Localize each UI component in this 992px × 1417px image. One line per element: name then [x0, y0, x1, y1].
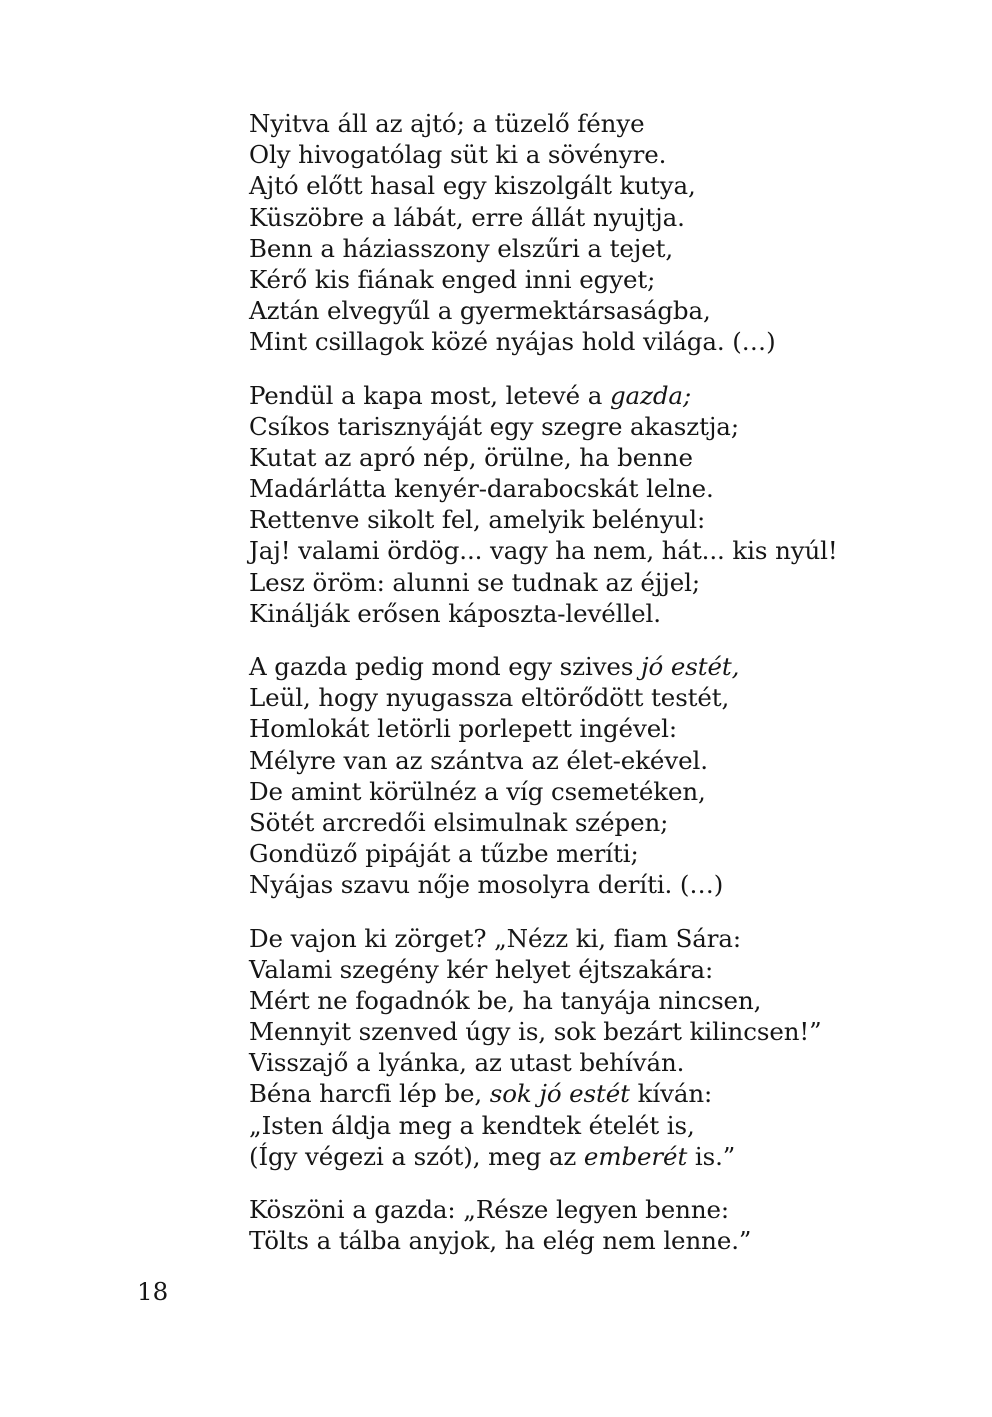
- poem-line: [249, 1078, 949, 1109]
- line-text: Kutat az apró nép, örülne, ha benne: [249, 442, 693, 472]
- line-text: Mint csillagok közé nyájas hold világa. (…): [249, 327, 776, 357]
- poem-line: [249, 713, 949, 744]
- line-text: Gondüző pipáját a tűzbe meríti;: [249, 839, 639, 869]
- line-text: Visszajő a lyánka, az utast behíván.: [249, 1048, 685, 1078]
- line-text: (Így végezi a szót), meg az: [249, 1141, 584, 1171]
- poem-line: [249, 869, 949, 900]
- poem-line: [249, 954, 949, 985]
- line-text: Leül, hogy nyugassza eltörődött testét,: [249, 683, 730, 713]
- line-text: Béna harcfi lép be,: [249, 1079, 490, 1109]
- line-text: Ajtó előtt hasal egy kiszolgált kutya,: [249, 171, 696, 201]
- poem-line: [249, 776, 949, 807]
- italic-text: sok jó estét: [489, 1079, 630, 1109]
- line-text: Küszöbre a lábát, erre állát nyujtja.: [249, 202, 685, 232]
- poem-line: [249, 598, 949, 629]
- line-text: Nyitva áll az ajtó; a tüzelő fénye: [249, 109, 645, 138]
- line-text: is.”: [687, 1141, 736, 1171]
- poem-line: [249, 1225, 949, 1256]
- line-text: Valami szegény kér helyet éjtszakára:: [249, 954, 714, 984]
- line-text: Madárlátta kenyér-darabocskát lelne.: [249, 474, 714, 504]
- poem-line: [249, 567, 949, 598]
- line-text: Pendül a kapa most, letevé a: [249, 380, 610, 410]
- line-text: Nyájas szavu nője mosolyra deríti. (…): [249, 870, 724, 900]
- poem-line: [249, 170, 949, 201]
- poem-line: [249, 682, 949, 713]
- line-text: Benn a háziasszony elszűri a tejet,: [249, 233, 674, 263]
- poem-line: [249, 264, 949, 295]
- poem: [249, 108, 949, 1278]
- poem-line: [249, 923, 949, 954]
- poem-line: [249, 535, 949, 566]
- poem-line: [249, 473, 949, 504]
- poem-line: [249, 1016, 949, 1047]
- line-text: Kinálják erősen káposzta-levéllel.: [249, 598, 661, 628]
- poem-line: [249, 202, 949, 233]
- line-text: Mennyit szenved úgy is, sok bezárt kilincsen!”: [249, 1017, 822, 1047]
- poem-line: [249, 838, 949, 869]
- line-text: Csíkos tarisznyáját egy szegre akasztja;: [249, 411, 739, 441]
- page-number: 18: [137, 1277, 169, 1306]
- poem-line: [249, 985, 949, 1016]
- line-text: De vajon ki zörget? „Nézz ki, fiam Sára:: [249, 923, 742, 953]
- italic-text: gazda;: [609, 380, 692, 410]
- poem-line: [249, 1141, 949, 1172]
- poem-line: [249, 1047, 949, 1078]
- poem-line: [249, 295, 949, 326]
- line-text: „Isten áldja meg a kendtek ételét is,: [249, 1110, 695, 1140]
- line-text: Mélyre van az szántva az élet-ekével.: [249, 745, 708, 775]
- line-text: Rettenve sikolt fel, amelyik belényul:: [249, 505, 706, 535]
- line-text: kíván:: [629, 1079, 713, 1109]
- line-text: Tölts a tálba anyjok, ha elég nem lenne.”: [249, 1226, 752, 1256]
- poem-line: [249, 233, 949, 264]
- stanza: [249, 923, 949, 1173]
- line-text: Jaj! valami ördög... vagy ha nem, hát... kis nyúl!: [249, 536, 838, 566]
- poem-line: [249, 745, 949, 776]
- line-text: Lesz öröm: alunni se tudnak az éjjel;: [249, 567, 700, 597]
- line-text: Aztán elvegyűl a gyermektársaságba,: [249, 296, 711, 326]
- italic-text: emberét: [583, 1141, 688, 1171]
- poem-line: [249, 1194, 949, 1225]
- poem-line: [249, 442, 949, 473]
- poem-line: [249, 807, 949, 838]
- line-text: Sötét arcredői elsimulnak szépen;: [249, 807, 669, 837]
- poem-line: [249, 326, 949, 357]
- poem-line: [249, 1110, 949, 1141]
- poem-line: [249, 504, 949, 535]
- poem-line: [249, 411, 949, 442]
- poem-line: [249, 139, 949, 170]
- stanza: [249, 380, 949, 630]
- line-text: Köszöni a gazda: „Része legyen benne:: [249, 1195, 730, 1224]
- stanza: [249, 1194, 949, 1256]
- italic-text: jó estét,: [641, 652, 740, 681]
- line-text: A gazda pedig mond egy szives: [249, 652, 641, 681]
- stanza: [249, 651, 949, 901]
- stanza: [249, 108, 949, 358]
- line-text: Oly hivogatólag süt ki a sövényre.: [249, 140, 667, 170]
- poem-line: [249, 108, 949, 139]
- line-text: Homlokát letörli porlepett ingével:: [249, 714, 677, 744]
- poem-line: [249, 651, 949, 682]
- line-text: Kérő kis fiának enged inni egyet;: [249, 264, 656, 294]
- poem-line: [249, 380, 949, 411]
- line-text: Mért ne fogadnók be, ha tanyája nincsen,: [249, 985, 762, 1015]
- line-text: De amint körülnéz a víg csemetéken,: [249, 776, 706, 806]
